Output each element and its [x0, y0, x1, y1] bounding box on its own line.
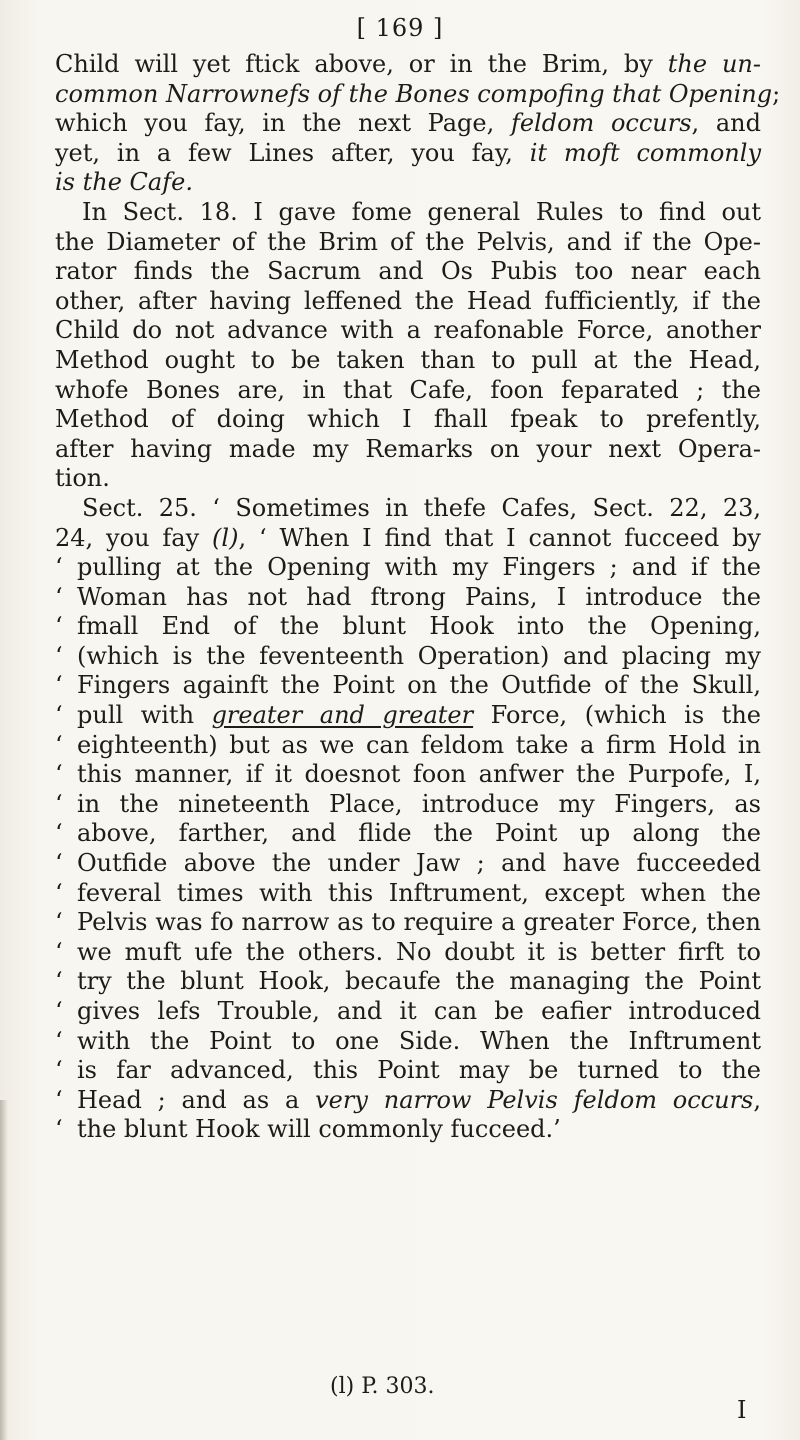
text-segment: tion.	[55, 464, 110, 493]
quote-mark: ‘	[55, 701, 63, 730]
text-segment: Method ought to be taken than to pull at the Head,	[55, 345, 761, 374]
quote-mark: ‘	[55, 849, 63, 878]
text-segment: in the nineteenth Place, introduce my Fingers, as	[77, 789, 761, 818]
text-segment: gives lefs Trouble, and it can be eafier introduced	[77, 997, 761, 1025]
text-line	[55, 553, 761, 583]
text-line	[55, 1056, 761, 1086]
quote-mark: ‘	[55, 1085, 63, 1114]
text-segment: after having made my Remarks on your next Opera-	[55, 434, 761, 463]
text-line	[55, 731, 761, 761]
text-segment: the un-	[667, 50, 762, 78]
quote-mark: ‘	[55, 937, 63, 966]
text-segment: fmall End of the blunt Hook into the Opening,	[77, 612, 761, 641]
text-line	[55, 168, 761, 198]
text-line	[55, 287, 761, 317]
quote-mark: ‘	[55, 878, 63, 907]
quote-mark: ‘	[55, 582, 63, 611]
quote-mark: ‘	[55, 1056, 63, 1085]
text-segment: Head ; and as a	[77, 1085, 316, 1114]
text-segment: Woman has not had ftrong Pains, I introduce the	[77, 582, 761, 611]
text-line	[55, 405, 761, 435]
catchword: I	[737, 1396, 747, 1424]
text-segment: pulling at the Opening with my Fingers ; and if the	[77, 553, 761, 582]
text-segment: (which is the feventeenth Operation) and placing my	[77, 641, 761, 670]
text-line	[55, 819, 761, 849]
text-line	[55, 346, 761, 376]
text-segment: 24, you fay	[55, 523, 213, 552]
text-segment: above, farther, and flide the Point up along the	[77, 819, 761, 848]
text-line	[55, 967, 761, 997]
text-line	[55, 849, 761, 879]
text-segment: this manner, if it doesnot foon anfwer the Purpofe, I,	[77, 760, 761, 789]
quote-mark: ‘	[55, 789, 63, 818]
text-line	[55, 376, 761, 406]
text-line	[55, 198, 761, 228]
text-line	[55, 612, 761, 642]
text-segment: Sect. 25. ‘ Sometimes in thefe Cafes, Sect. 22, 23,	[82, 493, 761, 522]
text-line	[55, 642, 761, 672]
text-segment: which you fay, in the next Page,	[55, 109, 511, 138]
text-segment: ,	[753, 1085, 761, 1114]
text-segment: we muft ufe the others. No doubt it is better firft to	[77, 937, 761, 966]
text-line	[55, 760, 761, 790]
quote-mark: ‘	[55, 1026, 63, 1055]
text-line	[55, 109, 761, 139]
text-segment: feldom occurs	[510, 109, 692, 138]
text-line	[55, 79, 781, 110]
text-segment: pull with	[77, 701, 212, 730]
text-segment: Child do not advance with a reafonable Force, another	[55, 316, 761, 345]
text-segment: is the Cafe.	[55, 168, 193, 197]
text-segment: is far advanced, this Point may be turned to the	[77, 1056, 761, 1085]
text-line	[55, 435, 761, 465]
text-segment: (l)	[212, 523, 239, 552]
text-segment: In Sect. 18. I gave fome general Rules to find out	[82, 197, 761, 226]
text-segment: , ‘ When I find that I cannot fucceed by	[238, 523, 761, 552]
text-segment: other, after having leffened the Head fufficiently, if the	[55, 286, 761, 315]
text-line	[55, 494, 761, 524]
quote-mark: ‘	[55, 819, 63, 848]
text-segment: yet, in a few Lines after, you fay,	[55, 138, 530, 167]
text-line	[55, 997, 761, 1027]
quote-mark: ‘	[55, 730, 63, 759]
footnote: (l) P. 303.	[330, 1374, 435, 1399]
text-segment: Force, (which is the	[473, 701, 761, 730]
text-line	[55, 583, 761, 613]
gutter-shadow	[0, 1100, 8, 1440]
text-segment: try the blunt Hook, becaufe the managing the Point	[77, 967, 761, 996]
text-segment: eighteenth) but as we can feldom take a firm Hold in	[77, 730, 761, 759]
text-line	[55, 879, 761, 909]
quote-mark: ‘	[55, 612, 63, 641]
text-segment: Child will yet ftick above, or in the Brim, by	[55, 50, 668, 78]
text-segment: rator finds the Sacrum and Os Pubis too near each	[55, 257, 761, 286]
quote-mark: ‘	[55, 553, 63, 582]
text-line	[55, 464, 761, 494]
text-segment: Outfide above the under Jaw ; and have fucceeded	[77, 849, 761, 878]
text-segment: very narrow Pelvis feldom occurs	[315, 1085, 754, 1114]
quote-mark: ‘	[55, 760, 63, 789]
text-segment: greater and greater	[211, 701, 474, 730]
text-segment: with the Point to one Side. When the Inftrument	[77, 1026, 761, 1055]
text-line	[55, 908, 761, 938]
text-line	[55, 701, 761, 731]
text-segment: Method of doing which I fhall fpeak to prefently,	[55, 405, 761, 434]
text-line	[55, 228, 761, 258]
quote-mark: ‘	[55, 1115, 63, 1144]
text-segment: common Narrownefs of the Bones compofing that Opening	[55, 79, 773, 108]
text-segment: feveral times with this Inftrument, except when the	[77, 878, 761, 907]
quote-mark: ‘	[55, 671, 63, 700]
text-line	[55, 790, 761, 820]
text-line	[55, 316, 761, 346]
text-line	[55, 938, 761, 968]
text-line	[55, 257, 761, 287]
text-line	[55, 1115, 761, 1145]
quote-mark: ‘	[55, 967, 63, 996]
text-segment: it moft commonly	[529, 138, 761, 167]
quote-mark: ‘	[55, 908, 63, 937]
quote-mark: ‘	[55, 641, 63, 670]
text-segment: whofe Bones are, in that Cafe, foon feparated ; the	[55, 375, 761, 404]
text-line	[55, 139, 761, 169]
text-segment: Fingers againft the Point on the Outfide of the Skull,	[77, 671, 761, 700]
page-number: [ 169 ]	[356, 14, 444, 42]
text-line	[55, 524, 761, 554]
text-segment: the Diameter of the Brim of the Pelvis, and if the Ope-	[55, 227, 761, 256]
text-segment: ;	[772, 79, 781, 108]
text-line	[55, 1027, 761, 1057]
body-text	[55, 50, 781, 1145]
text-segment: , and	[691, 109, 761, 138]
text-segment: Pelvis was fo narrow as to require a greater Force, then	[77, 908, 761, 937]
quote-mark: ‘	[55, 997, 63, 1025]
text-segment: the blunt Hook will commonly fucceed.’	[77, 1115, 561, 1144]
text-line	[55, 50, 761, 80]
text-line	[55, 671, 761, 701]
text-line	[55, 1086, 761, 1116]
